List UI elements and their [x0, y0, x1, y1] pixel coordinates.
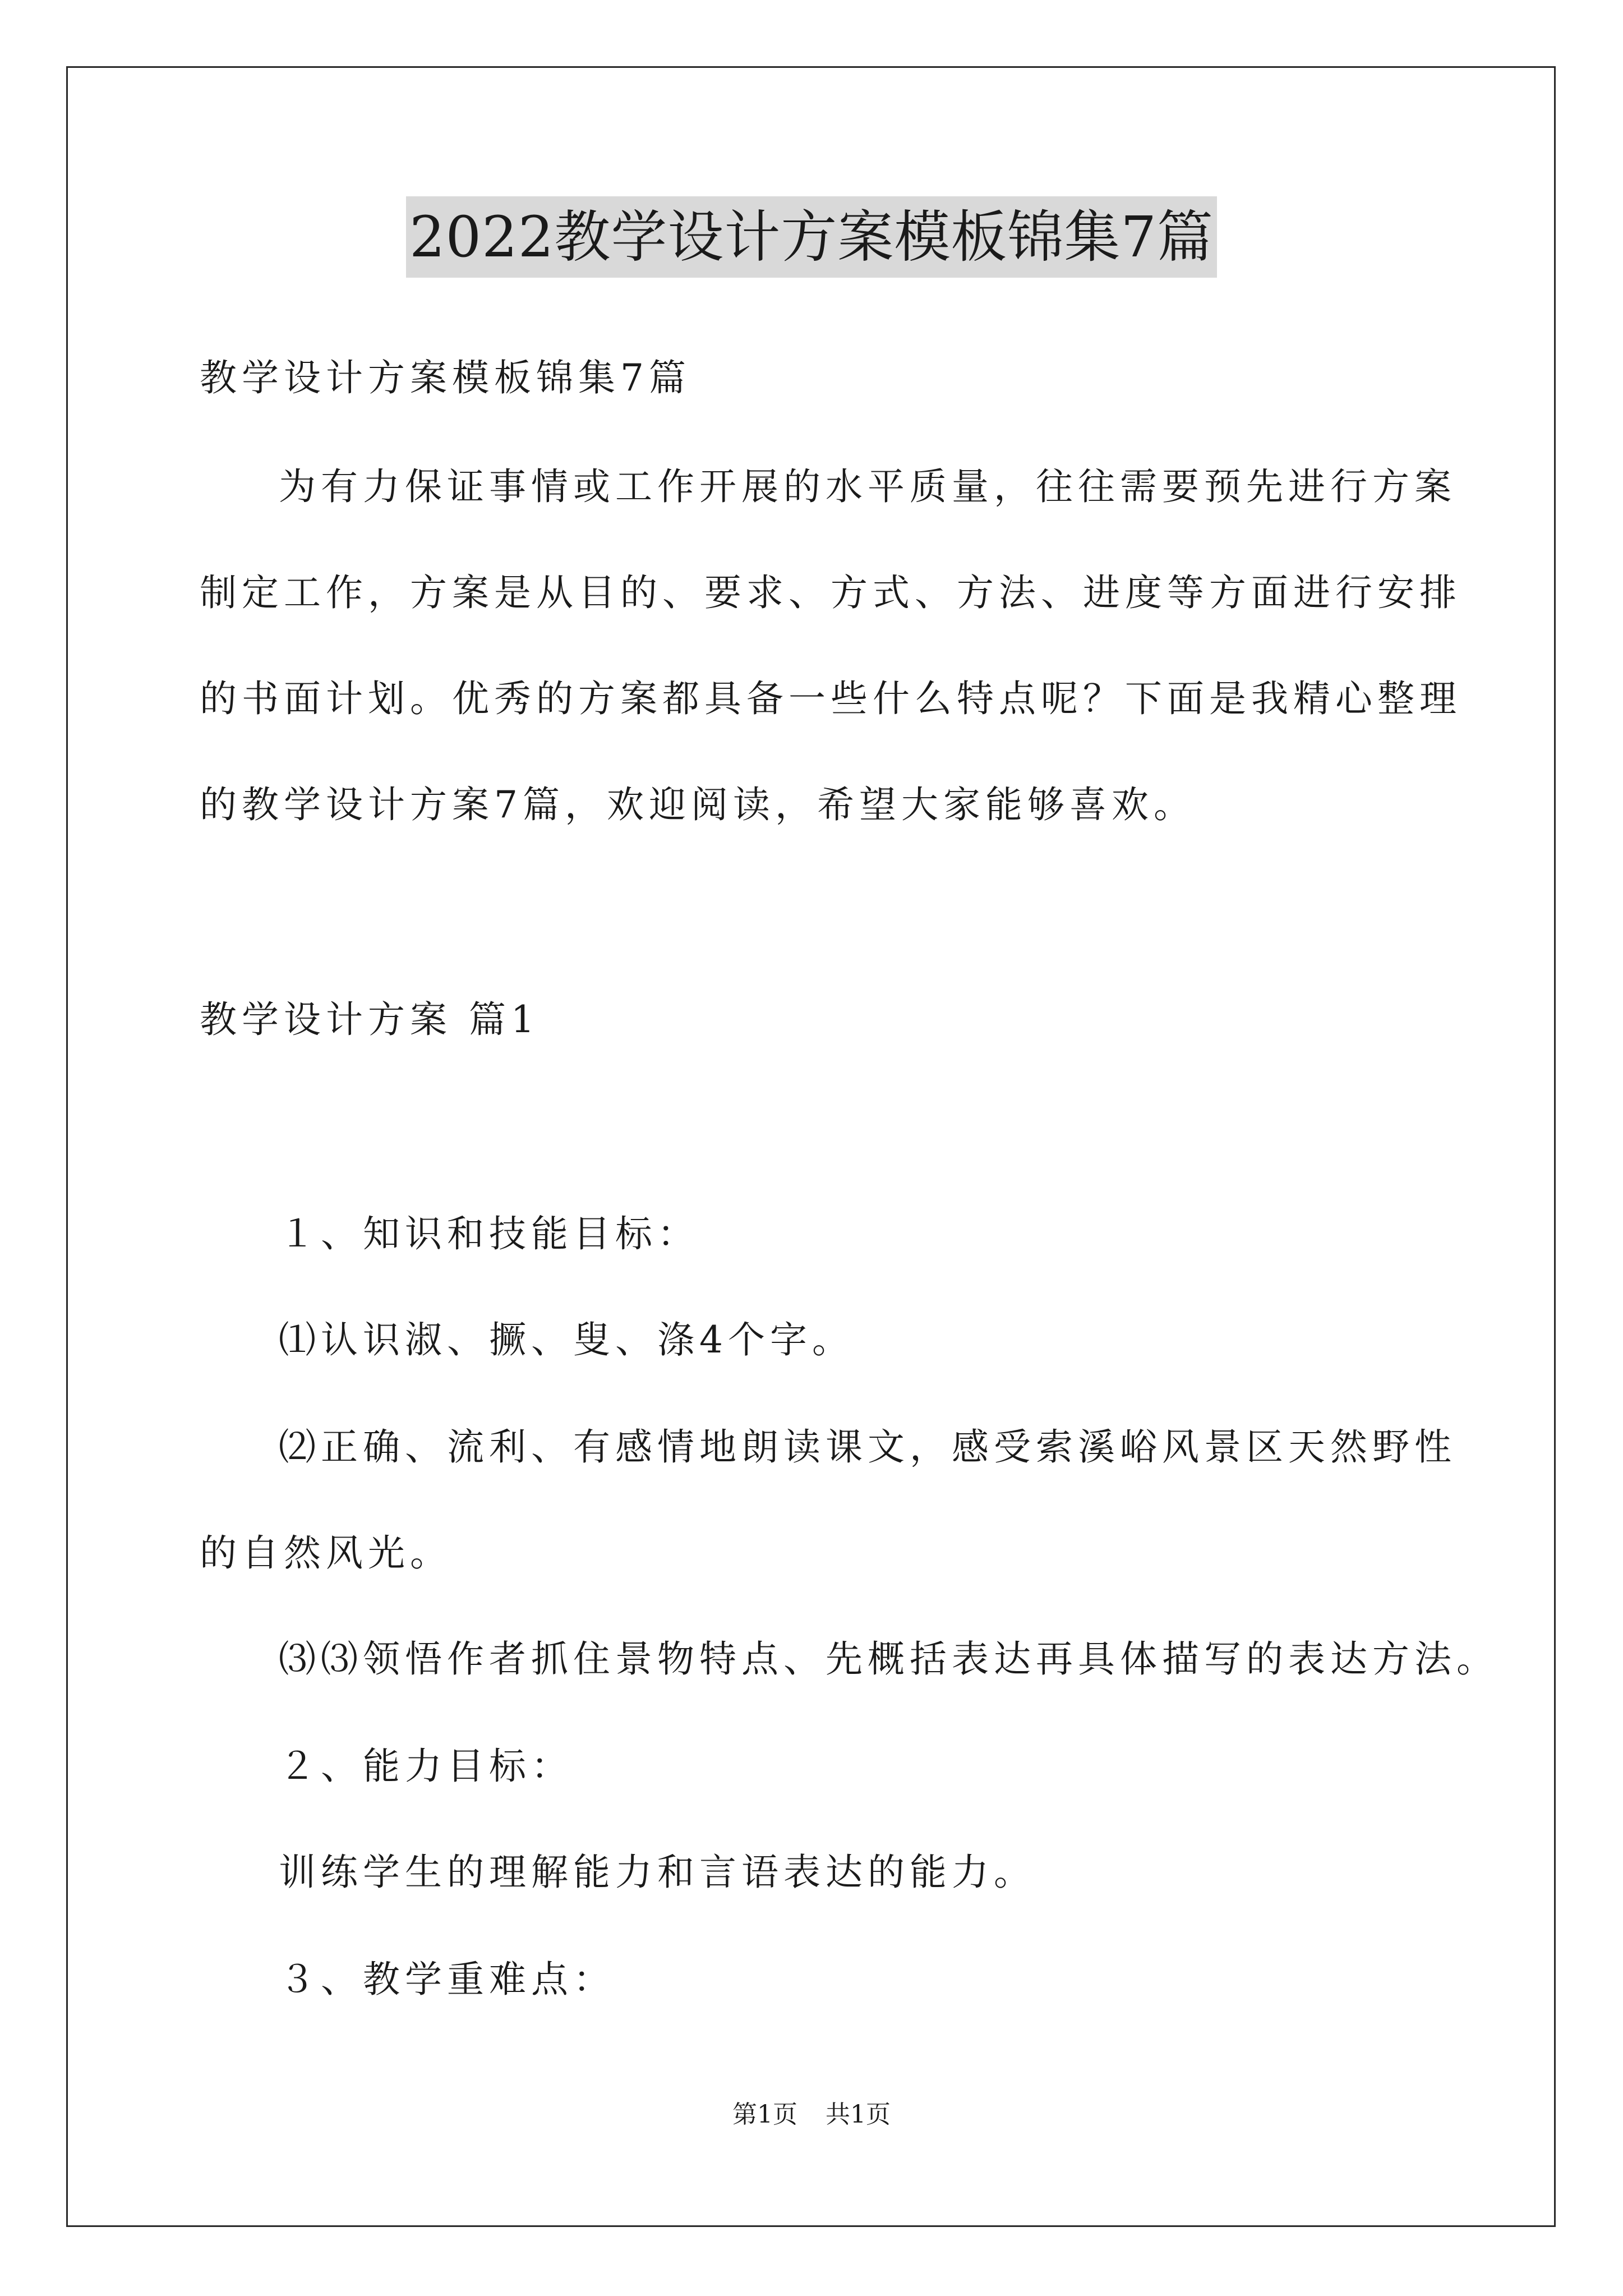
intro-line-4: 的教学设计方案7篇，欢迎阅读，希望大家能够喜欢。: [200, 783, 1196, 826]
objective-heading-1: １、知识和技能目标：: [279, 1212, 699, 1255]
intro-line-1: 为有力保证事情或工作开展的水平质量，往往需要预先进行方案: [279, 465, 1456, 508]
intro-line-3: 的书面计划。优秀的方案都具备一些什么特点呢？下面是我精心整理: [200, 677, 1461, 720]
document-title: 2022教学设计方案模板锦集7篇: [406, 196, 1217, 278]
objective-heading-2: ２、能力目标：: [279, 1745, 573, 1788]
page-total: 共1页: [826, 2100, 891, 2129]
intro-line-2: 制定工作，方案是从目的、要求、方式、方法、进度等方面进行安排: [200, 571, 1461, 614]
page-footer: [0, 2098, 1623, 2132]
objective-item-2: ⑵正确、流利、有感情地朗读课文，感受索溪峪风景区天然野性: [279, 1425, 1456, 1469]
title-container: [0, 196, 1623, 278]
objective-item-3: ⑶⑶领悟作者抓住景物特点、先概括表达再具体描写的表达方法。: [279, 1637, 1498, 1681]
document-subtitle: 教学设计方案模板锦集7篇: [200, 356, 691, 399]
objective-heading-3: ３、教学重难点：: [279, 1958, 615, 2001]
ability-text: 训练学生的理解能力和言语表达的能力。: [279, 1851, 1036, 1894]
page-number: 第1页: [732, 2100, 797, 2129]
objective-item-1: ⑴认识淑、撅、叟、涤4个字。: [279, 1318, 854, 1361]
section-heading: 教学设计方案 篇1: [200, 998, 540, 1041]
objective-item-2-cont: 的自然风光。: [200, 1531, 452, 1575]
